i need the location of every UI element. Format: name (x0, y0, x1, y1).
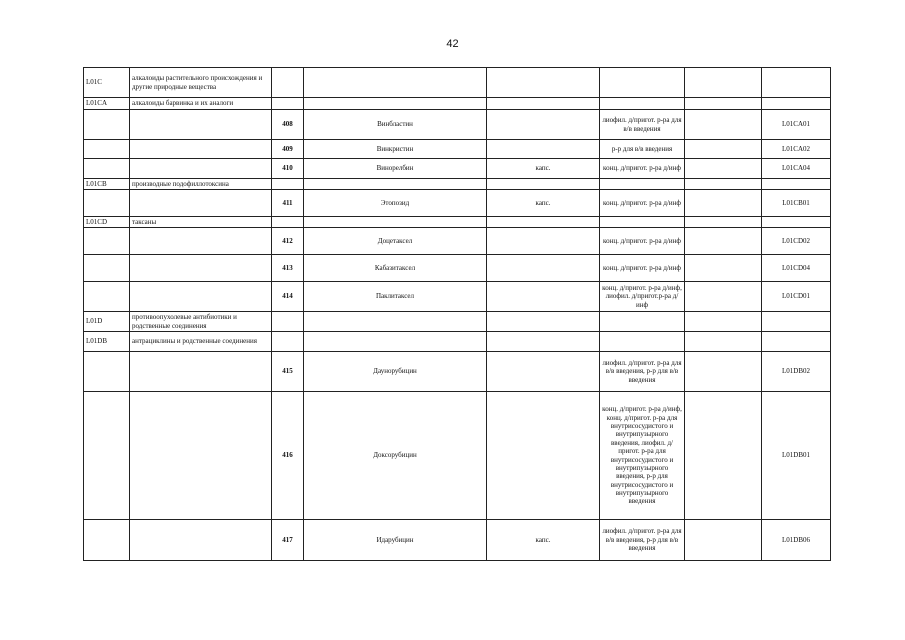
group-row (84, 98, 831, 110)
dosage-description (600, 332, 685, 352)
dosage-description (600, 68, 685, 98)
dosage-description (600, 312, 685, 332)
empty-name-cell (130, 282, 272, 312)
empty-cell (685, 228, 762, 255)
dosage-description (600, 98, 685, 110)
drug-name: Даунорубицин (304, 352, 487, 392)
row-number: 412 (272, 228, 304, 255)
dosage-form (487, 110, 600, 140)
drug-name (304, 332, 487, 352)
dosage-form (487, 217, 600, 228)
drug-row (84, 190, 831, 217)
dosage-description: лиофил. д/пригот. р-ра для в/в введения, р-р для в/в введения (600, 520, 685, 561)
drug-row (84, 352, 831, 392)
atc-code (762, 332, 831, 352)
drug-name (304, 179, 487, 190)
empty-cell (685, 110, 762, 140)
dosage-form (487, 68, 600, 98)
dosage-form (487, 98, 600, 110)
drug-row (84, 282, 831, 312)
empty-cell (685, 159, 762, 179)
row-number: 409 (272, 140, 304, 159)
empty-name-cell (130, 255, 272, 282)
empty-code-cell (84, 282, 130, 312)
table-body (84, 68, 831, 561)
dosage-description (600, 217, 685, 228)
empty-code-cell (84, 352, 130, 392)
drug-name: Винкристин (304, 140, 487, 159)
dosage-description: конц. д/пригот. р-ра д/инф (600, 255, 685, 282)
dosage-description: р-р для в/в введения (600, 140, 685, 159)
row-number: 415 (272, 352, 304, 392)
row-number (272, 179, 304, 190)
empty-name-cell (130, 520, 272, 561)
empty-code-cell (84, 159, 130, 179)
row-number: 414 (272, 282, 304, 312)
row-number: 408 (272, 110, 304, 140)
drug-name: Винбластин (304, 110, 487, 140)
drug-row (84, 110, 831, 140)
empty-cell (685, 392, 762, 520)
empty-cell (685, 332, 762, 352)
row-number (272, 98, 304, 110)
group-row (84, 312, 831, 332)
row-number: 416 (272, 392, 304, 520)
empty-code-cell (84, 228, 130, 255)
atc-code: L01DB02 (762, 352, 831, 392)
row-number (272, 332, 304, 352)
atc-code: L01CD01 (762, 282, 831, 312)
empty-name-cell (130, 190, 272, 217)
atc-code: L01CA01 (762, 110, 831, 140)
drug-row (84, 140, 831, 159)
atc-code (762, 98, 831, 110)
empty-name-cell (130, 392, 272, 520)
atc-group-name: алкалоиды барвинка и их аналоги (130, 98, 272, 110)
empty-cell (685, 179, 762, 190)
atc-code (762, 217, 831, 228)
drug-row (84, 392, 831, 520)
empty-name-cell (130, 352, 272, 392)
atc-code: L01DB01 (762, 392, 831, 520)
dosage-description: конц. д/пригот. р-ра д/инф, лиофил. д/пригот.р-ра д/инф (600, 282, 685, 312)
row-number (272, 312, 304, 332)
row-number: 417 (272, 520, 304, 561)
drug-row (84, 228, 831, 255)
dosage-description: лиофил. д/пригот. р-ра для в/в введения, р-р для в/в введения (600, 352, 685, 392)
empty-cell (685, 217, 762, 228)
empty-cell (685, 68, 762, 98)
dosage-form (487, 282, 600, 312)
drug-name: Кабазитаксел (304, 255, 487, 282)
row-number: 410 (272, 159, 304, 179)
empty-code-cell (84, 110, 130, 140)
atc-group-name: антрациклины и родственные соединения (130, 332, 272, 352)
drug-name: Доксорубицин (304, 392, 487, 520)
atc-group-code: L01D (84, 312, 130, 332)
atc-group-name: таксаны (130, 217, 272, 228)
drug-name (304, 68, 487, 98)
atc-code: L01CA04 (762, 159, 831, 179)
group-row (84, 68, 831, 98)
dosage-form (487, 392, 600, 520)
atc-code (762, 179, 831, 190)
row-number: 413 (272, 255, 304, 282)
atc-group-code: L01CB (84, 179, 130, 190)
drug-row (84, 255, 831, 282)
dosage-form (487, 140, 600, 159)
empty-cell (685, 520, 762, 561)
atc-code (762, 312, 831, 332)
atc-code (762, 68, 831, 98)
drug-name (304, 217, 487, 228)
empty-cell (685, 140, 762, 159)
atc-group-name: противоопухолевые антибиотики и родственные соединения (130, 312, 272, 332)
drug-name: Идарубицин (304, 520, 487, 561)
empty-code-cell (84, 190, 130, 217)
atc-group-name: производные подофиллотоксина (130, 179, 272, 190)
empty-name-cell (130, 110, 272, 140)
dosage-description: конц. д/пригот. р-ра д/инф (600, 228, 685, 255)
dosage-description (600, 179, 685, 190)
atc-code: L01CB01 (762, 190, 831, 217)
empty-cell (685, 255, 762, 282)
atc-code: L01DB06 (762, 520, 831, 561)
row-number: 411 (272, 190, 304, 217)
group-row (84, 332, 831, 352)
drug-name: Винорелбин (304, 159, 487, 179)
empty-cell (685, 312, 762, 332)
drug-name: Паклитаксел (304, 282, 487, 312)
empty-code-cell (84, 140, 130, 159)
page-number: 42 (446, 38, 459, 50)
group-row (84, 217, 831, 228)
row-number (272, 68, 304, 98)
empty-cell (685, 282, 762, 312)
atc-group-code: L01CD (84, 217, 130, 228)
dosage-form: капс. (487, 520, 600, 561)
drug-row (84, 520, 831, 561)
drug-name: Этопозид (304, 190, 487, 217)
dosage-description: конц. д/пригот. р-ра д/инф (600, 159, 685, 179)
atc-code: L01CA02 (762, 140, 831, 159)
atc-group-code: L01CA (84, 98, 130, 110)
empty-code-cell (84, 392, 130, 520)
empty-cell (685, 190, 762, 217)
atc-group-name: алкалоиды растительного происхождения и другие природные вещества (130, 68, 272, 98)
atc-code: L01CD04 (762, 255, 831, 282)
drug-name: Доцетаксел (304, 228, 487, 255)
drug-registry-table (83, 67, 831, 561)
empty-name-cell (130, 140, 272, 159)
dosage-form (487, 312, 600, 332)
dosage-form: капс. (487, 190, 600, 217)
drug-row (84, 159, 831, 179)
dosage-form (487, 332, 600, 352)
empty-name-cell (130, 228, 272, 255)
atc-group-code: L01C (84, 68, 130, 98)
dosage-description: конц. д/пригот. р-ра д/инф (600, 190, 685, 217)
dosage-form (487, 255, 600, 282)
atc-code: L01CD02 (762, 228, 831, 255)
dosage-form: капс. (487, 159, 600, 179)
group-row (84, 179, 831, 190)
row-number (272, 217, 304, 228)
empty-cell (685, 98, 762, 110)
atc-group-code: L01DB (84, 332, 130, 352)
dosage-form (487, 179, 600, 190)
empty-cell (685, 352, 762, 392)
dosage-description: конц. д/пригот. р-ра д/инф, конц. д/пригот. р-ра для внутрисосудистого и внутрипузырного введения, лиофил. д/пригот. р-ра для внутрисосудистого и внутрипузырного введения, р-р для внутрисосудистого и внутрипузырного введения (600, 392, 685, 520)
empty-name-cell (130, 159, 272, 179)
empty-code-cell (84, 520, 130, 561)
dosage-form (487, 228, 600, 255)
empty-code-cell (84, 255, 130, 282)
drug-name (304, 98, 487, 110)
dosage-description: лиофил. д/пригот. р-ра для в/в введения (600, 110, 685, 140)
dosage-form (487, 352, 600, 392)
drug-name (304, 312, 487, 332)
